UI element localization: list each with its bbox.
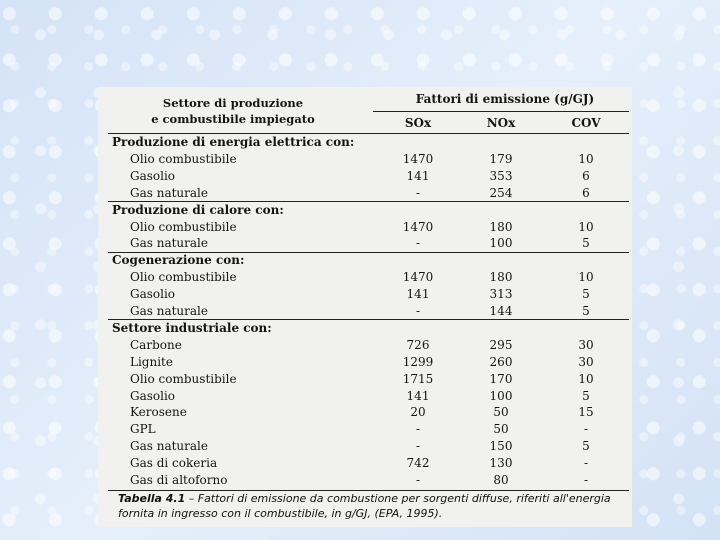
table-row (98, 421, 632, 438)
fuel-label: Olio combustibile (130, 270, 237, 285)
sector-column-header (118, 95, 348, 127)
nox-value: 144 (489, 304, 513, 318)
cov-value: - (583, 456, 589, 471)
table-row (98, 235, 632, 252)
table-row (98, 388, 632, 405)
table-document (98, 87, 632, 527)
cov-value: - (583, 422, 589, 437)
sector-header-line1: Settore di produzione (162, 96, 304, 110)
nox-value: 353 (489, 168, 513, 183)
fuel-label: Olio combustibile (130, 151, 237, 166)
caption-label: Tabella 4.1 (118, 492, 186, 505)
nox-value: 100 (489, 388, 513, 403)
table-row (98, 404, 632, 421)
cov-value: 5 (582, 236, 590, 251)
sox-value: 141 (406, 388, 430, 403)
fuel-label: Gasolio (130, 168, 176, 183)
sox-value: - (415, 304, 421, 318)
cov-value: 6 (582, 185, 590, 200)
table-row (98, 472, 632, 489)
sox-value: 742 (406, 456, 430, 471)
sox-value: - (415, 185, 421, 200)
section-row (98, 202, 632, 219)
sox-value: - (415, 439, 421, 454)
sox-value: 20 (410, 405, 426, 420)
nox-value: 170 (489, 371, 513, 386)
table-row (98, 371, 632, 388)
nox-value: 50 (493, 422, 509, 437)
nox-value: 100 (489, 236, 513, 251)
sox-value: 1470 (402, 151, 434, 166)
sox-value: 726 (406, 337, 430, 352)
cov-value: 30 (578, 337, 594, 352)
table-row (98, 269, 632, 286)
fuel-label: Olio combustibile (130, 371, 237, 386)
fuel-label: Olio combustibile (130, 219, 237, 234)
nox-value: 180 (489, 270, 513, 285)
section-row (98, 320, 632, 337)
cov-value: 10 (578, 219, 594, 234)
table-row (98, 337, 632, 354)
section-label: Cogenerazione con: (112, 253, 245, 268)
sox-value: 1470 (402, 270, 434, 285)
col-header-nox: NOx (486, 116, 516, 130)
section-label: Produzione di energia elettrica con: (112, 135, 355, 149)
sox-value: - (415, 236, 421, 251)
nox-value: 313 (489, 287, 513, 302)
nox-value: 50 (493, 405, 509, 420)
sox-value: - (415, 422, 421, 437)
cov-value: 10 (578, 371, 594, 386)
cov-value: 5 (582, 287, 590, 302)
sector-header-line2: e combustibile impiegato (151, 112, 315, 126)
cov-value: 30 (578, 354, 594, 369)
sox-value: - (415, 473, 421, 487)
fuel-label: Gasolio (130, 388, 176, 403)
nox-value: 130 (489, 456, 513, 471)
fuel-label: Carbone (130, 337, 182, 352)
table-row (98, 455, 632, 472)
sox-value: 1299 (402, 354, 434, 369)
fuel-label: Lignite (130, 354, 173, 369)
fuel-label: Gas naturale (130, 236, 208, 251)
fuel-label: Gas di cokeria (130, 456, 218, 471)
cov-value: 6 (582, 168, 590, 183)
table-row (98, 168, 632, 185)
table-row (98, 185, 632, 202)
nox-value: 254 (489, 185, 513, 200)
table-row (98, 219, 632, 236)
nox-value: 260 (489, 354, 513, 369)
nox-value: 180 (489, 219, 513, 234)
nox-value: 295 (489, 337, 513, 352)
table-row (98, 354, 632, 371)
fuel-label: GPL (130, 422, 156, 437)
caption-text: – Fattori di emissione da combustione per sorgenti diffuse, riferiti all'energia fornita in ingresso con il combustibile, in g/GJ, (EPA, 1995). (118, 492, 611, 520)
cov-value: 10 (578, 270, 594, 285)
sox-value: 141 (406, 168, 430, 183)
nox-value: 179 (489, 151, 513, 166)
cov-value: 15 (578, 405, 594, 420)
section-label: Settore industriale con: (112, 320, 272, 335)
sox-value: 1715 (402, 371, 434, 386)
fuel-label: Gas naturale (130, 439, 208, 454)
group-header-rule (373, 111, 629, 112)
section-label: Produzione di calore con: (112, 202, 284, 217)
fuel-label: Kerosene (130, 405, 187, 420)
sox-value: 141 (406, 287, 430, 302)
col-header-sox: SOx (404, 116, 432, 130)
nox-value: 150 (489, 439, 513, 454)
table-row (98, 303, 632, 320)
cov-value: - (583, 473, 589, 487)
cov-value: 5 (582, 388, 590, 403)
fuel-label: Gas di altoforno (130, 473, 228, 487)
emission-factors-header: Fattori di emissione (g/GJ) (415, 92, 595, 106)
section-row (98, 134, 632, 151)
fuel-label: Gas naturale (130, 304, 208, 318)
cov-value: 5 (582, 439, 590, 454)
sox-value: 1470 (402, 219, 434, 234)
table-row (98, 438, 632, 455)
section-row (98, 252, 632, 269)
nox-value: 80 (493, 473, 509, 487)
fuel-label: Gasolio (130, 287, 176, 302)
table-row (98, 151, 632, 168)
table-caption (118, 491, 628, 521)
table-row (98, 286, 632, 303)
col-header-cov: COV (571, 116, 601, 130)
cov-value: 5 (582, 304, 590, 318)
fuel-label: Gas naturale (130, 185, 208, 200)
cov-value: 10 (578, 151, 594, 166)
